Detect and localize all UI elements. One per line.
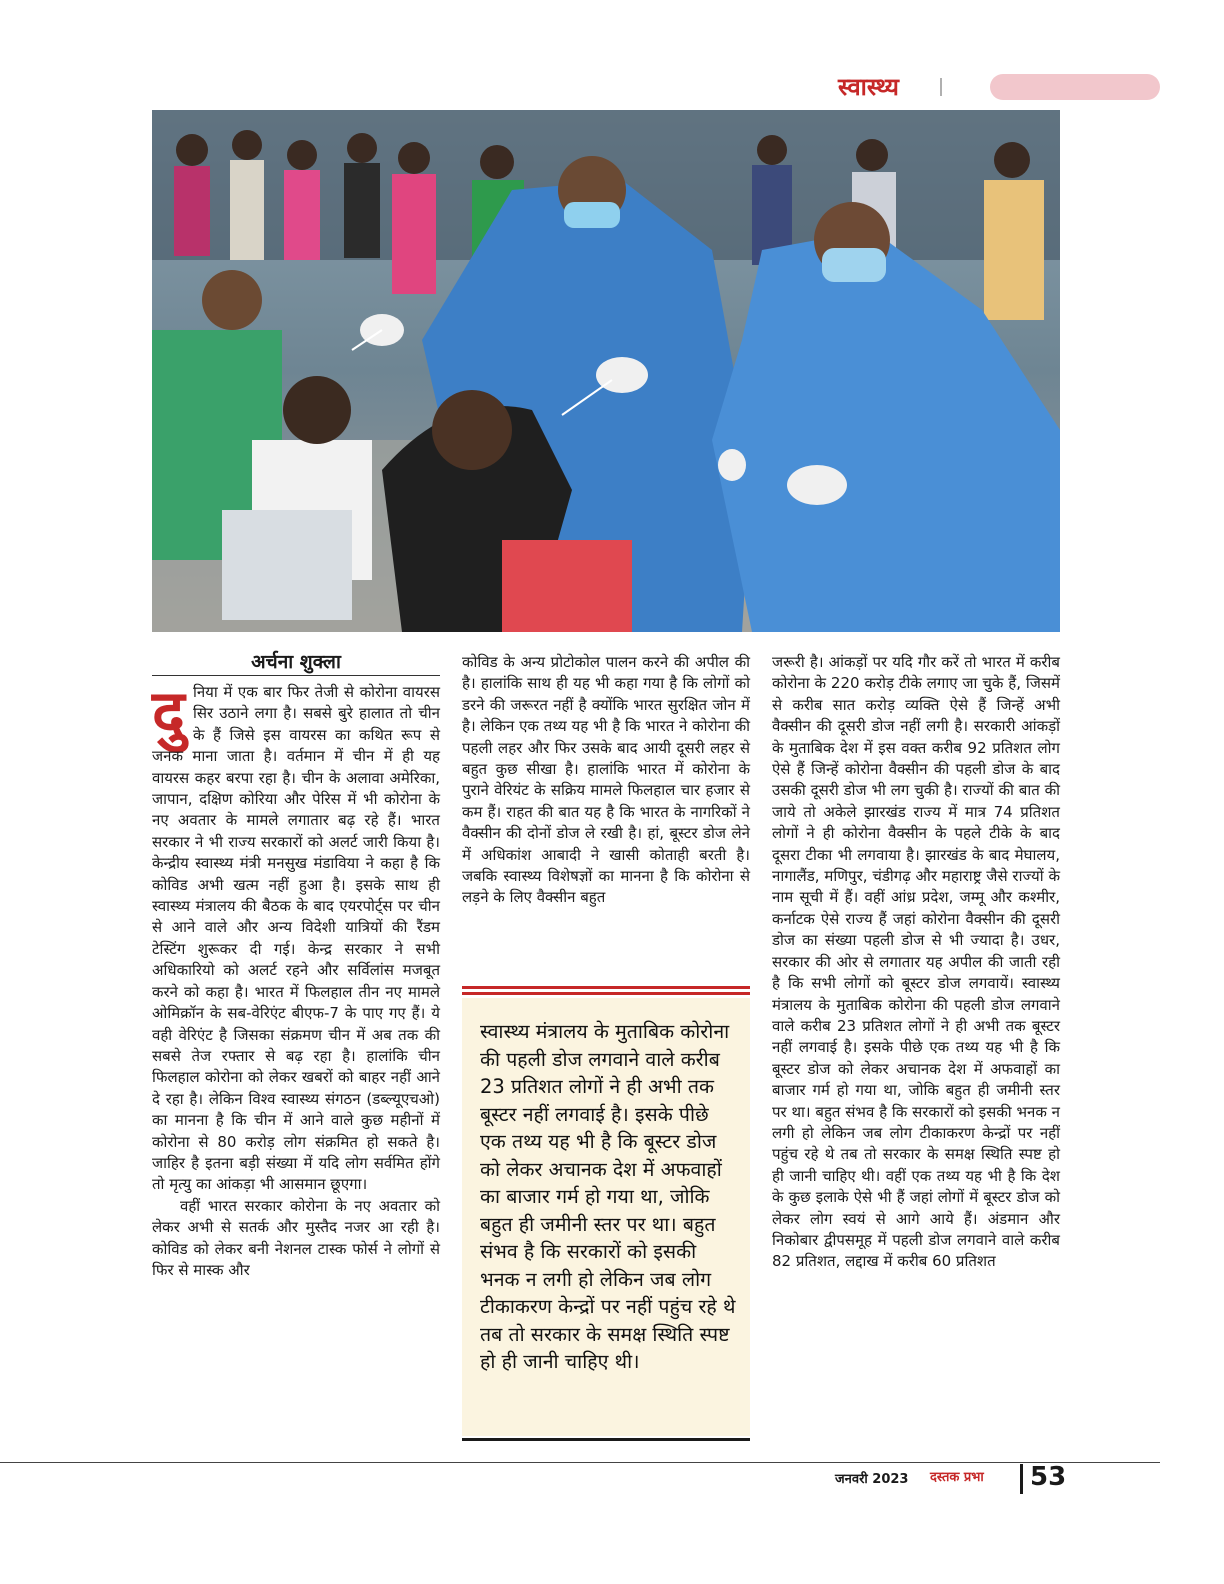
article-paragraph: कोविड के अन्य प्रोटोकोल पालन करने की अपील की है। हालांकि साथ ही यह भी कहा गया है कि लोगों को डरने की जरूरत नहीं है क्योंकि भारत सुरक्षित जोन में है। लेकिन एक तथ्य यह भी है कि भारत ने कोरोना की पहली लहर और फिर उसके बाद आयी दूसरी लहर से बहुत कुछ सीखा है। हालांकि भारत में कोरोना के पुराने वेरियंट के सक्रिय मामले फिलहाल चार हजार से कम हैं। राहत की बात यह है कि भारत के नागरिकों ने वैक्सीन की दोनों डोज ले रखी है। हां, बूस्टर डोज लेने में अधिकांश आबादी ने खासी कोताही बरती है। जबकि स्वास्थ्य विशेषज्ञों का मानना है कि कोरोना से लड़ने के लिए वैक्सीन बहुत xyxy=(462,653,750,907)
paragraph-text: निया में एक बार फिर तेजी से कोरोना वायरस सिर उठाने लगा है। सबसे बुरे हालात तो चीन के हैं जिसे इस वायरस का कथित रूप से जनक माना जाता है। वर्तमान में चीन में ही यह वायरस कहर बरपा रहा है। चीन के अलावा अमेरिका, जापान, दक्षिण कोरिया और पेरिस में भी कोरोना के नए अवतार के मामले लगातार बढ़ रहे हैं। भारत सरकार ने भी राज्य सरकारों को अलर्ट जारी किया है। केन्द्रीय स्वास्थ्य मंत्री मनसुख मंडाविया ने कहा है कि कोविड अभी खत्म नहीं हुआ है। इसके साथ ही स्वास्थ्य मंत्रालय की बैठक के बाद एयरपोर्ट्स पर चीन से आने वाले और अन्य विदेशी यात्रियों की रैंडम टेस्टिंग शुरूकर दी गई। केन्द्र सरकार ने सभी अधिकारियो को अलर्ट रहने और सर्विलांस मजबूत करने को कहा है। भारत में फिलहाल तीन नए मामले ओमिक्रॉन के सब-वेरिएंट बीएफ-7 के पाए गए हैं। ये वही वेरिएंट है जिसका संक्रमण चीन में अब तक की सबसे तेज रफ्तार से बढ़ रहा है। हालांकि चीन फिलहाल कोरोना को लेकर खबरों को बाहर नहीं आने दे रहा है। लेकिन विश्व स्वास्थ्य संगठन (डब्ल्यूएचओ) का मानना है कि चीन में आने वाले कुछ महीनों में कोरोना से 80 करोड़ लोग संक्रमित हो सकते है। जाहिर है इतना बड़ी संख्या में यदि लोग सर्वमित होंगे तो मृत्यु का आंकड़ा भी आसमान छूएगा। xyxy=(152,683,440,1194)
pullquote-text: स्वास्थ्य मंत्रालय के मुताबिक कोरोना की पहली डोज लगवाने वाले करीब 23 प्रतिशत लोगों ने ही अभी तक बूस्टर नहीं लगवाई है। इसके पीछे एक तथ्य यह भी है कि बूस्टर डोज को लेकर अचानक देश में अफवाहों का बाजार गर्म हो गया था, जोकि बहुत ही जमीनी स्तर पर था। बहुत संभव है कि सरकारों को इसकी भनक न लगी हो लेकिन जब लोग टीकाकरण केन्द्रों पर नहीं पहुंच रहे थे तब तो सरकार के समक्ष स्थिति स्पष्ट हो ही जानी चाहिए थी। xyxy=(480,1020,736,1373)
header-pill xyxy=(990,74,1160,100)
footer-brand: दस्तक प्रभा xyxy=(930,1470,984,1485)
header-divider xyxy=(940,78,942,96)
footer-divider xyxy=(1020,1464,1023,1494)
byline-rule xyxy=(152,675,440,676)
section-label: स्वास्थ्य xyxy=(838,73,899,101)
page-number: 53 xyxy=(1030,1462,1067,1492)
pullquote-rule-bottom xyxy=(462,1438,750,1441)
article-column-2 xyxy=(462,652,750,909)
photo-illustration xyxy=(152,110,1060,632)
article-paragraph: जरूरी है। आंकड़ों पर यदि गौर करें तो भारत में करीब कोरोना के 220 करोड़ टीके लगाए जा चुके हैं, जिसमें से करीब सात करोड़ व्यक्ति ऐसे हैं जिन्हें अभी वैक्सीन की दूसरी डोज नहीं लगी है। सरकारी आंकड़ों के मुताबिक देश में इस वक्त करीब 92 प्रतिशत लोग ऐसे हैं जिन्हें कोरोना वैक्सीन की पहली डोज के बाद उसकी दूसरी डोज भी लग चुकी है। राज्यों की बात की जाये तो अकेले झारखंड राज्य में मात्र 74 प्रतिशत लोगों ने ही कोरोना वैक्सीन के पहले टीके के बाद दूसरा टीका भी लगवाया है। झारखंड के बाद मेघालय, नागालैंड, मणिपुर, चंडीगढ़ और महाराष्ट्र जैसे राज्यों के नाम सूची में हैं। वहीं आंध्र प्रदेश, जम्मू और कश्मीर, कर्नाटक ऐसे राज्य हैं जहां कोरोना वैक्सीन की दूसरी डोज का संख्या पहली डोज से भी ज्यादा है। उधर, सरकार की ओर से लगातार यह अपील की जाती रही है कि सभी लोगों को बूस्टर डोज लगवायें। स्वास्थ्य मंत्रालय के मुताबिक कोरोना की पहली डोज लगवाने वाले करीब 23 प्रतिशत लोगों ने ही अभी तक बूस्टर नहीं लगवाई है। इसके पीछे एक तथ्य यह भी है कि बूस्टर डोज को लेकर अचानक देश में अफवाहों का बाजार गर्म हो गया था, जोकि बहुत ही जमीनी स्तर पर था। बहुत संभव है कि सरकारों को इसकी भनक न लगी हो लेकिन जब लोग टीकाकरण केन्द्रों पर नहीं पहुंच रहे थे तब तो सरकार के समक्ष स्थिति स्पष्ट हो ही जानी चाहिए थी। वहीं एक तथ्य यह भी है कि देश के कुछ इलाके ऐसे भी हैं जहां लोगों में बूस्टर डोज को लेकर लोग स्वयं से आगे आये हैं। अंडमान और निकोबार द्वीपसमूह में पहली डोज लगवाने वाले करीब 82 प्रतिशत, लद्दाख में करीब 60 प्रतिशत xyxy=(772,653,1060,1271)
byline: अर्चना शुक्ला xyxy=(251,651,341,673)
covid-testing-photo xyxy=(152,110,1060,632)
article-column-3 xyxy=(772,652,1060,1273)
footer-issue-date: जनवरी 2023 xyxy=(835,1472,909,1487)
pullquote-rule-top xyxy=(462,992,750,995)
dropcap: दु xyxy=(152,676,185,749)
pullquote-rule-top xyxy=(462,986,750,989)
article-paragraph xyxy=(152,676,440,1196)
article-column-1 xyxy=(152,676,440,1281)
article-paragraph: वहीं भारत सरकार कोरोना के नए अवतार को लेकर अभी से सतर्क और मुस्तैद नजर आ रही है। कोविड को लेकर बनी नेशनल टास्क फोर्स ने लोगों से फिर से मास्क और xyxy=(152,1196,440,1279)
footer-rule xyxy=(0,1462,1160,1463)
